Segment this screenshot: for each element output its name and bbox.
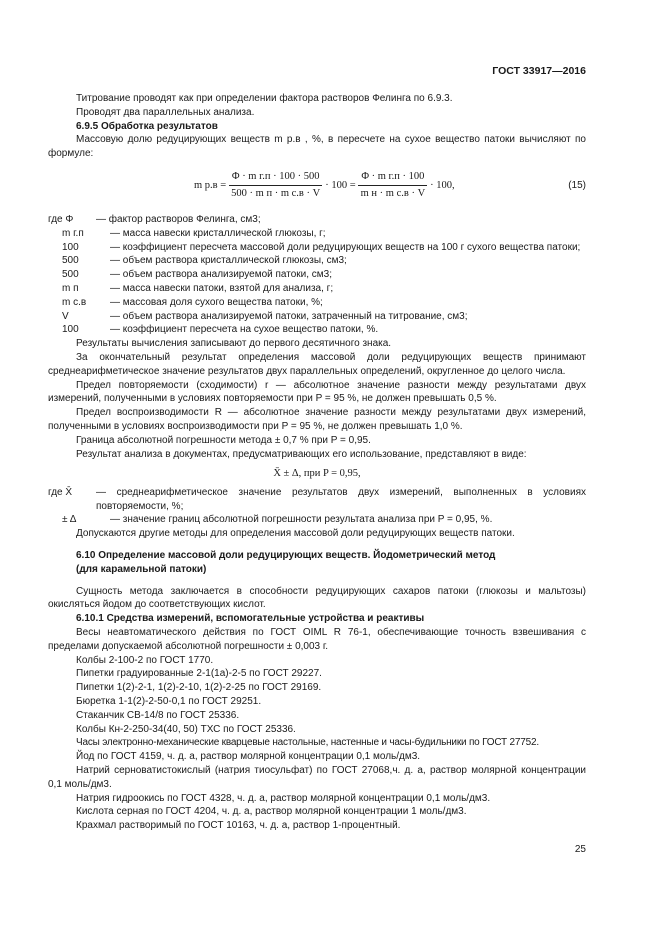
list-item: Натрия гидроокись по ГОСТ 4328, ч. д. а, раствор молярной концентрации 0,1 моль/дм3.	[76, 792, 491, 804]
paragraph: Результаты вычисления записывают до первого десятичного знака.	[76, 338, 392, 350]
paragraph: Сущность метода заключается в способности редуцирующих сахаров патоки (глюкозы и мальтозы) окисляться йодом до соответствующих кислот.	[48, 585, 586, 611]
paragraph: За окончательный результат определения массовой доли редуцирующих веществ принимают среднеарифметическое значение результатов двух параллельных определений, округленное до целого числа.	[48, 351, 586, 377]
formula-lhs: m р.в =	[194, 179, 227, 191]
list-item: Кислота серная по ГОСТ 4204, ч. д. а, раствор молярной концентрации 1 моль/дм3.	[76, 806, 467, 818]
definition-symbol: ± Δ	[62, 514, 77, 526]
page-number: 25	[574, 844, 586, 855]
fraction-numerator: Φ · m г.п · 100	[358, 170, 427, 186]
definition-text: — коэффициент пересчета массовой доли редуцирующих веществ на 100 г сухого вещества патоки;	[110, 241, 581, 253]
list-item: Колбы Кн-2-250-34(40, 50) ТХС по ГОСТ 25336.	[76, 723, 296, 735]
paragraph: Предел воспроизводимости R — абсолютное значение разности между результатами двух измерений, полученными в условиях воспроизводимости при P = 95 %, не должен превышать 1,0 %.	[48, 407, 586, 432]
definition-row	[48, 310, 586, 324]
paragraph: Массовую долю редуцирующих веществ m р.в , %, в пересчете на сухое вещество патоки вычисляют по формуле:	[48, 134, 586, 160]
definition-text: — объем раствора анализируемой патоки, см3;	[110, 269, 333, 281]
section-heading-6-10-1: 6.10.1 Средства измерений, вспомогательные устройства и реактивы	[76, 613, 425, 625]
definition-text: — массовая доля сухого вещества патоки, %;	[110, 296, 323, 308]
definition-row	[48, 486, 586, 514]
list-item: Йод по ГОСТ 4159, ч. д. а, раствор молярной концентрации 0,1 моль/дм3.	[76, 751, 421, 763]
list-item: Стаканчик СВ-14/8 по ГОСТ 25336.	[76, 709, 240, 721]
definition-row	[48, 296, 586, 310]
list-item: Пипетки 1(2)-2-1, 1(2)-2-10, 1(2)-2-25 по ГОСТ 29169.	[76, 682, 322, 694]
fraction-denominator: 500 · m п · m с.в · V	[231, 188, 321, 200]
paragraph: Граница абсолютной погрешности метода ± 0,7 % при P = 0,95.	[76, 434, 371, 446]
definition-row	[48, 213, 586, 227]
definition-symbol: V	[62, 310, 69, 322]
definition-row	[48, 513, 586, 527]
list-item: Колбы 2-100-2 по ГОСТ 1770.	[76, 654, 214, 666]
definition-text: — объем раствора анализируемой патоки, затраченный на титрование, см3;	[110, 310, 468, 322]
formula-fraction-2	[358, 170, 429, 202]
list-item: Натрий серноватистокислый (натрия тиосульфат) по ГОСТ 27068,ч. д. а, раствор молярной концентрации 0,1 моль/дм3.	[48, 764, 586, 790]
definition-text: — масса навески кристаллической глюкозы, г;	[110, 227, 326, 239]
section-heading-6-10-continued: (для карамельной патоки)	[76, 563, 207, 575]
definition-symbol: m п	[62, 282, 79, 294]
paragraph: Проводят два параллельных анализа.	[76, 106, 255, 118]
formula-tail: · 100,	[430, 179, 455, 191]
document-code-header: ГОСТ 33917—2016	[492, 65, 586, 77]
definition-row	[48, 282, 586, 296]
paragraph: Результат анализа в документах, предусматривающих его использование, представляют в виде:	[76, 448, 527, 460]
definition-symbol: где X̄	[48, 486, 73, 498]
definition-text: — масса навески патоки, взятой для анализа, г;	[110, 282, 334, 294]
definition-row	[48, 254, 586, 268]
list-item: Пипетки градуированные 2-1(1а)-2-5 по ГОСТ 29227.	[76, 668, 322, 680]
definition-symbol: 100	[62, 241, 79, 253]
list-item: Крахмал растворимый по ГОСТ 10163, ч. д. а, раствор 1-процентный.	[76, 820, 401, 832]
paragraph: Предел повторяемости (сходимости) r — абсолютное значение разности между результатами двух измерений, полученными в условиях повторяемости при P = 95 %, не должен превышать 0,5 %.	[48, 379, 586, 405]
paragraph: Титрование проводят как при определении фактора растворов Фелинга по 6.9.3.	[76, 93, 453, 104]
definition-row	[48, 323, 586, 337]
definition-symbol: где Φ	[48, 213, 74, 225]
equipment-list	[48, 626, 586, 833]
definition-symbol: m с.в	[62, 296, 87, 308]
paragraph: Допускаются другие методы для определения массовой доли редуцирующих веществ патоки.	[76, 528, 515, 540]
list-item: Весы неавтоматического действия по ГОСТ OIML R 76-1, обеспечивающие точность взвешивания с пределами допускаемой абсолютной погрешности ± 0,003 г.	[48, 626, 586, 652]
section-heading-6-9-5: 6.9.5 Обработка результатов	[76, 120, 218, 132]
definition-text: — фактор растворов Фелинга, см3;	[96, 213, 261, 225]
formula-fraction-1	[228, 170, 323, 202]
fraction-numerator: Φ · m г.п · 100 · 500	[229, 170, 323, 186]
formula-middle: · 100 =	[325, 179, 356, 191]
definition-symbol: 100	[62, 324, 79, 336]
definition-symbol: 500	[62, 269, 79, 281]
result-expression: X̄ ± Δ, при P = 0,95,	[273, 468, 361, 480]
symbol-definitions	[48, 213, 586, 337]
definition-row	[48, 268, 586, 282]
definition-row	[48, 241, 586, 255]
definition-symbol: 500	[62, 255, 79, 267]
formula-15	[48, 163, 586, 213]
definition-symbol: m г.п	[62, 227, 84, 239]
definition-text: — объем раствора кристаллической глюкозы, см3;	[110, 255, 347, 267]
definition-row	[48, 227, 586, 241]
fraction-denominator: m н · m с.в · V	[360, 188, 426, 200]
definition-text: — коэффициент пересчета на сухое вещество патоки, %.	[110, 324, 379, 336]
list-item: Бюретка 1-1(2)-2-50-0,1 по ГОСТ 29251.	[76, 695, 262, 707]
list-item: Часы электронно-механические кварцевые настольные, настенные и часы-будильники по ГОСТ 27752.	[76, 737, 539, 749]
definition-text: — значение границ абсолютной погрешности результата анализа при P = 0,95, %.	[110, 514, 493, 526]
formula-number: (15)	[568, 179, 586, 191]
definition-text: — среднеарифметическое значение результатов двух измерений, выполненных в условиях повторяемости, %;	[96, 486, 586, 512]
section-heading-6-10: 6.10 Определение массовой доли редуцирующих веществ. Йодометрический метод	[76, 550, 496, 561]
page-content	[48, 92, 586, 833]
